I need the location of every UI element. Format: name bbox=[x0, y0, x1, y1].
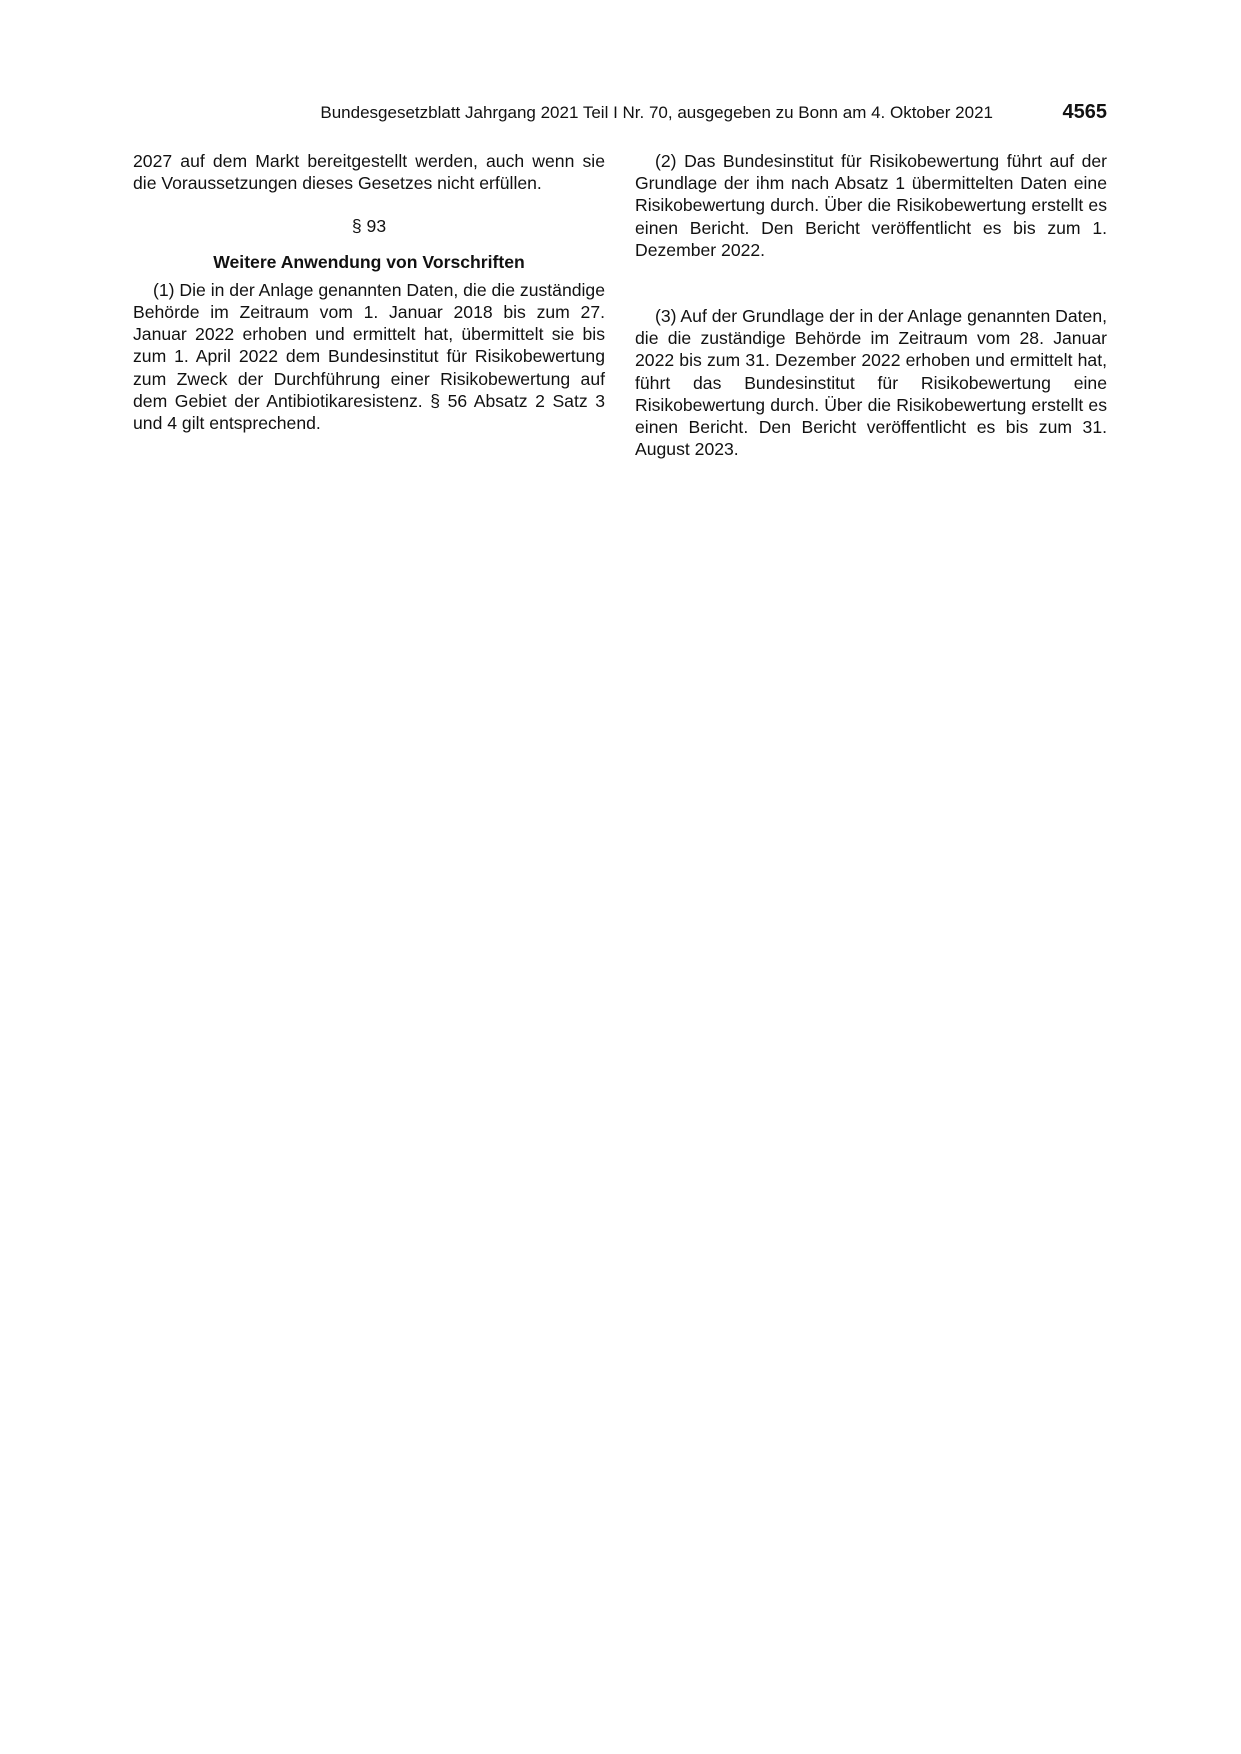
right-column bbox=[635, 150, 1107, 460]
page-header bbox=[133, 100, 1107, 126]
section-title: Weitere Anwendung von Vorschriften bbox=[213, 251, 525, 272]
section-number: § 93 bbox=[351, 216, 387, 237]
paragraph-3: (3) Auf der Grundlage der in der Anlage genannten Daten, die die zuständige Behörde im Zeitraum vom 28. Januar 2022 bis zum 31. Dezember 2022 erhoben und ermittelt hat, führt das Bundesinstitut für Risikobewertung eine Risikobewertung durch. Über die Risikobewertung erstellt es einen Bericht. Den Bericht veröffentlicht es bis zum 31. August 2023. bbox=[635, 306, 1107, 460]
left-column bbox=[133, 150, 605, 434]
running-header: Bundesgesetzblatt Jahrgang 2021 Teil I Nr. 70, ausgegeben zu Bonn am 4. Oktober 2021 bbox=[320, 103, 993, 122]
paragraph-1: (1) Die in der Anlage genannten Daten, die die zuständige Behörde im Zeitraum vom 1. Januar 2018 bis zum 27. Januar 2022 erhoben und ermittelt hat, übermittelt sie bis zum 1. April 2022 dem Bundesinstitut für Risikobewertung zum Zweck der Durchführung einer Risikobewertung auf dem Gebiet der Antibiotikaresistenz. § 56 Absatz 2 Satz 3 und 4 gilt entsprechend. bbox=[133, 279, 605, 434]
continuation-paragraph: 2027 auf dem Markt bereitgestellt werden, auch wenn sie die Voraussetzungen dieses Gesetzes nicht erfüllen. bbox=[133, 151, 605, 194]
paragraph-2: (2) Das Bundesinstitut für Risikobewertung führt auf der Grundlage der ihm nach Absatz 1 übermittelten Daten eine Risikobewertung durch. Über die Risikobewertung erstellt es einen Bericht. Den Bericht veröffentlicht es bis zum 1. Dezember 2022. bbox=[635, 151, 1107, 260]
page-number: 4565 bbox=[1062, 101, 1107, 123]
